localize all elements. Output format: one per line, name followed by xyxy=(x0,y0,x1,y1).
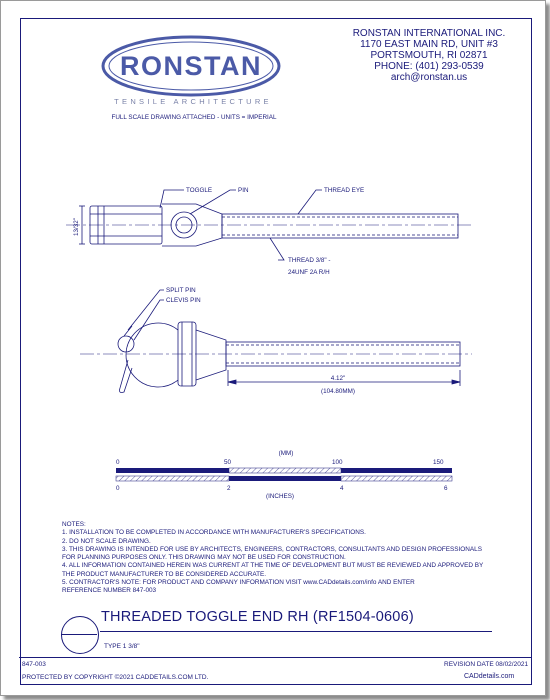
scale-mm-label: (MM) xyxy=(278,450,294,457)
scale-in-tick-2: 2 xyxy=(227,485,231,492)
note-line: REFERENCE NUMBER 847-003 xyxy=(62,587,157,595)
note-line: FOR PLANNING PURPOSES ONLY. THIS DRAWING MAY NOT BE USED FOR CONSTRUCTION. xyxy=(62,554,346,562)
logo-tagline: TENSILE ARCHITECTURE xyxy=(114,97,272,106)
title-circle-mark xyxy=(61,616,99,654)
note-line: 1. INSTALLATION TO BE COMPLETED IN ACCORDANCE WITH MANUFACTURER'S SPECIFICATIONS. xyxy=(62,529,366,537)
label-thread-line2: 24UNF 2A R/H xyxy=(288,269,330,276)
scale-inches-label: (INCHES) xyxy=(266,493,294,500)
scale-in-segment-1 xyxy=(116,476,229,481)
label-pin: PIN xyxy=(238,187,249,194)
site-link[interactable]: CADdetails.com xyxy=(464,673,515,680)
label-split-pin: SPLIT PIN xyxy=(166,287,196,294)
label-dim-height: 13/32" xyxy=(73,218,80,236)
company-name: RONSTAN INTERNATIONAL INC. xyxy=(352,28,506,39)
company-city: PORTSMOUTH, RI 02871 xyxy=(370,50,488,61)
label-dim-length-mm: (104.80MM) xyxy=(321,388,355,395)
notes-block xyxy=(62,521,502,596)
circle-divider xyxy=(61,634,97,635)
note-line: 2. DO NOT SCALE DRAWING. xyxy=(62,537,151,545)
revision-date: REVISION DATE 08/02/2021 xyxy=(444,661,529,668)
scale-mm-segment-3 xyxy=(341,468,452,473)
note-line: 3. THIS DRAWING IS INTENDED FOR USE BY ARCHITECTS, ENGINEERS, CONTRACTORS, CONSULTANTS AND DESIGN PROFESSIONALS xyxy=(62,545,482,553)
label-toggle: TOGGLE xyxy=(186,187,213,194)
reference-number: 847-003 xyxy=(22,661,46,668)
scale-mm-tick-150: 150 xyxy=(433,459,444,466)
label-thread-eye: THREAD EYE xyxy=(324,187,365,194)
label-clevis-pin: CLEVIS PIN xyxy=(166,297,201,304)
scale-mm-tick-50: 50 xyxy=(224,459,232,466)
note-line: 5. CONTRACTOR'S NOTE: FOR PRODUCT AND COMPANY INFORMATION VISIT www.CADdetails.com/info AND ENTER xyxy=(62,579,415,587)
scale-note: FULL SCALE DRAWING ATTACHED - UNITS = IMPERIAL xyxy=(111,114,277,121)
scale-in-tick-4: 4 xyxy=(340,485,344,492)
copyright-notice: PROTECTED BY COPYRIGHT ©2021 CADDETAILS.COM LTD. xyxy=(22,674,209,681)
scale-mm-segment-1 xyxy=(116,468,229,473)
side-view xyxy=(80,290,472,393)
logo-brand-text: RONSTAN xyxy=(120,51,262,81)
scale-in-segment-2 xyxy=(229,476,341,481)
note-line: 4. ALL INFORMATION CONTAINED HEREIN WAS CURRENT AT THE TIME OF DEVELOPMENT BUT MUST BE REVIEWED AND APPROVED BY xyxy=(62,562,484,570)
label-thread-line1: THREAD 3/8" - xyxy=(288,257,331,264)
title-underline xyxy=(100,631,492,632)
scale-mm-segment-2 xyxy=(229,468,341,473)
scale-in-tick-6: 6 xyxy=(444,485,448,492)
note-line: THE PRODUCT MANUFACTURER TO BE CONSIDERED ACCURATE. xyxy=(62,570,267,578)
company-street: 1170 EAST MAIN RD, UNIT #3 xyxy=(360,39,498,50)
scale-in-tick-0: 0 xyxy=(116,485,120,492)
drawing-subtitle: TYPE 1 3/8" xyxy=(104,643,140,650)
drawing-title: THREADED TOGGLE END RH (RF1504-0606) xyxy=(101,609,414,625)
label-dim-length: 4.12" xyxy=(330,375,346,382)
footer-divider xyxy=(19,657,531,658)
scale-mm-tick-100: 100 xyxy=(332,459,343,466)
notes-heading: NOTES: xyxy=(62,521,86,528)
company-email: arch@ronstan.us xyxy=(390,72,468,83)
scale-in-segment-3 xyxy=(341,476,452,481)
top-view xyxy=(66,190,472,260)
company-phone: PHONE: (401) 293-0539 xyxy=(374,61,484,72)
scale-bar xyxy=(116,450,452,500)
scale-mm-tick-0: 0 xyxy=(116,459,120,466)
